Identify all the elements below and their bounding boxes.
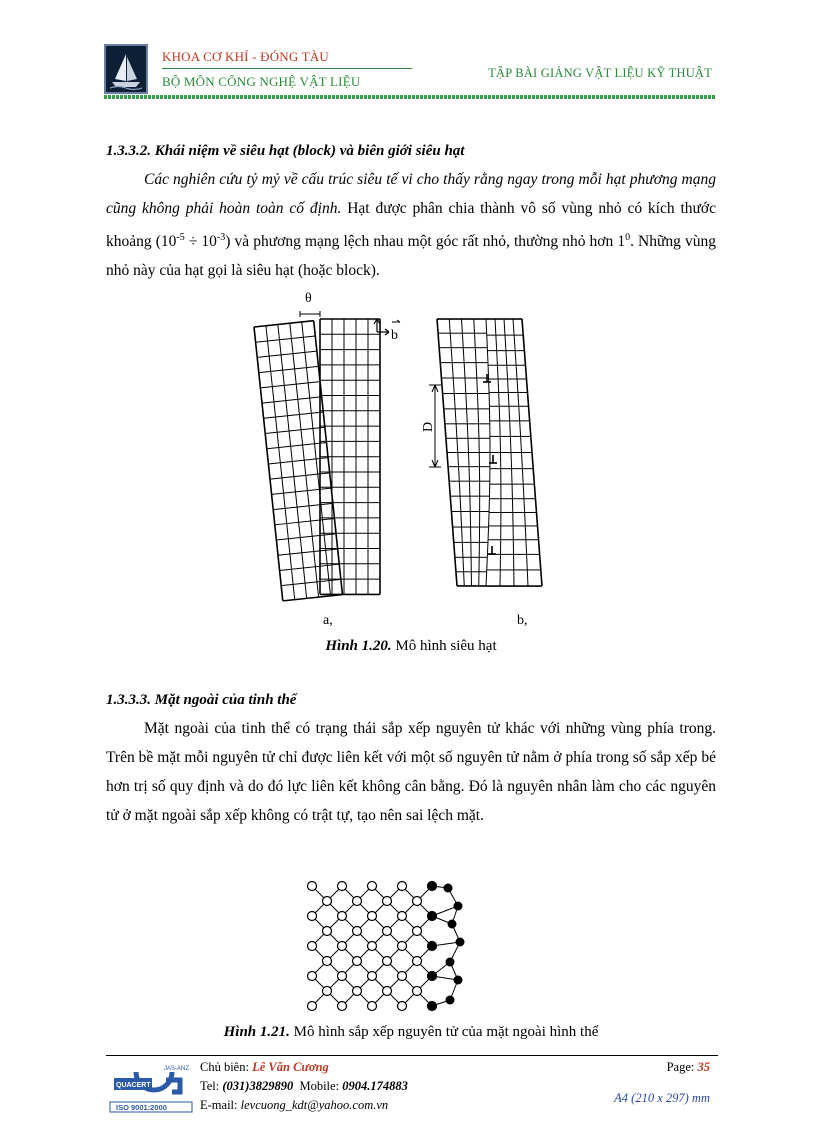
- header-divider: [162, 68, 412, 69]
- bulk-atom: [398, 912, 407, 921]
- label-a: a,: [323, 613, 333, 627]
- header-department: BỘ MÔN CÔNG NGHỆ VẬT LIỆU: [162, 74, 361, 89]
- bulk-atom: [383, 957, 392, 966]
- bulk-atom: [338, 972, 347, 981]
- ship-icon: [106, 46, 146, 92]
- footer-paper-size: A4 (210 x 297) mm: [614, 1091, 710, 1105]
- header-course-title: TẬP BÀI GIẢNG VẬT LIỆU KỸ THUẬT: [488, 66, 712, 80]
- bulk-atom: [383, 987, 392, 996]
- surface-atom: [428, 912, 437, 921]
- para-part-c: . Những vùng nhỏ này của hạt gọi là siêu hạt (hoặc block).: [106, 233, 716, 280]
- vector-b-label: b: [391, 328, 398, 343]
- bulk-atom: [398, 942, 407, 951]
- paragraph-surface-text: Mặt ngoài của tinh thể có trạng thái sắp xếp nguyên tử khác với những vùng phía trong. Trên bề mặt mỗi nguyên tử chỉ được liên kết với một số nguyên tử nằm ở phía trong số sắp xếp bé hơn trị số quy định và do đó lực liên kết không cân bằng. Đó là nguyên nhân làm cho các nguyên tử ở mặt ngoài sắp xếp không có trật tự, tạo nên sai lệch mặt.: [106, 720, 716, 824]
- bulk-atom: [413, 957, 422, 966]
- surface-atom: [446, 958, 455, 967]
- quacert-logo: [106, 1062, 198, 1114]
- bulk-atom: [398, 882, 407, 891]
- bulk-atom: [368, 912, 377, 921]
- figure-superblock: [240, 282, 560, 627]
- header-faculty: KHOA CƠ KHÍ - ĐÓNG TÀU: [162, 49, 330, 64]
- bulk-atom: [383, 897, 392, 906]
- header-rule: [104, 95, 716, 99]
- footer-page: [667, 1060, 710, 1075]
- bulk-atom: [413, 927, 422, 936]
- exp-3: 0: [625, 232, 631, 243]
- distorted-grid-b: [437, 319, 542, 586]
- caption-fig-1-20: [106, 638, 716, 655]
- para-part-b: ) và phương mạng lệch nhau một góc rất nhỏ, thường nhỏ hơn 1: [225, 233, 626, 251]
- bulk-atom: [308, 972, 317, 981]
- editor-label: Chủ biên:: [200, 1060, 253, 1074]
- tel-label: Tel:: [200, 1079, 223, 1093]
- page-label: Page:: [666, 1060, 698, 1074]
- tel-value: (031)3829890: [222, 1079, 294, 1093]
- label-b: b,: [517, 613, 528, 627]
- surface-atom: [428, 882, 437, 891]
- atom-lattice: [308, 882, 465, 1011]
- paragraph-superblock: [106, 165, 716, 285]
- bulk-atom: [323, 897, 332, 906]
- surface-atom: [428, 1002, 437, 1011]
- bulk-atom: [368, 942, 377, 951]
- bulk-atom: [368, 882, 377, 891]
- bulk-atom: [308, 882, 317, 891]
- figure-surface-atoms: [300, 876, 470, 1016]
- bulk-atom: [338, 1002, 347, 1011]
- mobile-value: 0904.174883: [342, 1079, 408, 1093]
- email-value[interactable]: levcuong_kdt@yahoo.com.vn: [240, 1098, 389, 1112]
- footer-editor: [200, 1060, 329, 1075]
- surface-atom: [428, 942, 437, 951]
- bulk-atom: [353, 897, 362, 906]
- footer-email: [200, 1098, 388, 1113]
- footer-phone: [200, 1079, 408, 1094]
- logo-brand: QUACERT: [116, 1082, 151, 1089]
- bulk-atom: [398, 1002, 407, 1011]
- bulk-atom: [323, 957, 332, 966]
- email-label: E-mail:: [200, 1098, 241, 1112]
- editor-name: Lê Văn Cương: [252, 1060, 329, 1074]
- footer-rule: [106, 1055, 718, 1056]
- surface-atom: [456, 938, 465, 947]
- para-part-a: Hạt được phân chia thành vô số vùng nhỏ có kích thước khoảng (10: [106, 200, 717, 251]
- faculty-logo: [104, 44, 148, 94]
- caption-number: Hình 1.20.: [325, 638, 392, 654]
- caption-text-2: Mô hình sắp xếp nguyên tử của mặt ngoài hình thể: [289, 1024, 599, 1040]
- bulk-atom: [338, 912, 347, 921]
- bulk-atom: [338, 942, 347, 951]
- bulk-atom: [398, 972, 407, 981]
- bulk-atom: [413, 987, 422, 996]
- section-heading-1333: 1.3.3.3. Mặt ngoài của tinh thể: [106, 692, 297, 708]
- caption-text: Mô hình siêu hạt: [391, 638, 497, 654]
- logo-jas-anz: JAS-ANZ: [164, 1066, 190, 1072]
- bulk-atom: [338, 882, 347, 891]
- exp-1: -5: [176, 232, 185, 243]
- bulk-atom: [323, 927, 332, 936]
- bulk-atom: [368, 1002, 377, 1011]
- bulk-atom: [308, 912, 317, 921]
- bulk-atom: [368, 972, 377, 981]
- surface-atom: [454, 976, 463, 985]
- theta-label: θ: [305, 291, 312, 306]
- logo-iso: ISO 9001:2000: [116, 1103, 167, 1112]
- mobile-label: Mobile:: [293, 1079, 343, 1093]
- straight-grid-a: [320, 319, 380, 594]
- exp-2: -3: [216, 232, 226, 243]
- para-italic-part: Các nghiên cứu tỷ mỷ về cấu trúc siêu tế vi cho thấy rằng ngay trong mỗi hạt phương mạng cũng không phải hoàn toàn cố định.: [106, 171, 716, 217]
- section-heading-1332: 1.3.3.2. Khái niệm về siêu hạt (block) và biên giới siêu hạt: [106, 143, 465, 159]
- surface-atom: [448, 920, 457, 929]
- bulk-atom: [353, 957, 362, 966]
- caption-number-2: Hình 1.21.: [223, 1024, 290, 1040]
- surface-atom: [454, 902, 463, 911]
- paragraph-surface: [106, 714, 716, 830]
- bulk-atom: [383, 927, 392, 936]
- tilted-grid-a: [254, 321, 342, 601]
- bulk-atom: [308, 1002, 317, 1011]
- surface-atom: [444, 884, 453, 893]
- bulk-atom: [323, 987, 332, 996]
- surface-atom: [446, 996, 455, 1005]
- page-number: 35: [697, 1060, 710, 1074]
- bulk-atom: [353, 987, 362, 996]
- d-label: D: [421, 421, 436, 432]
- bulk-atom: [413, 897, 422, 906]
- bulk-atom: [308, 942, 317, 951]
- bulk-atom: [353, 927, 362, 936]
- surface-atom: [428, 972, 437, 981]
- para-div: ÷ 10: [184, 233, 217, 251]
- caption-fig-1-21: [106, 1024, 716, 1041]
